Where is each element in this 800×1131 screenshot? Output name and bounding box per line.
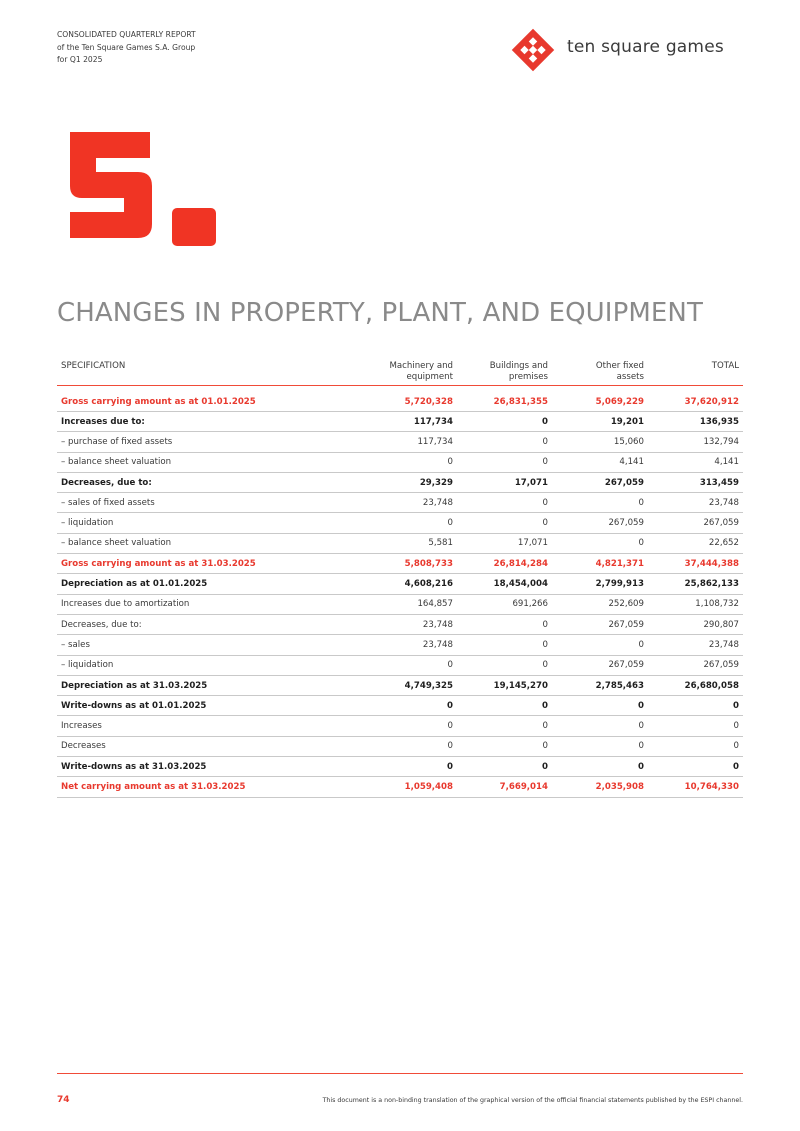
cell-value: 25,862,133 bbox=[648, 574, 743, 594]
table-row bbox=[57, 513, 743, 533]
cell-value: 290,807 bbox=[648, 614, 743, 634]
company-logo bbox=[511, 28, 751, 72]
cell-value: 2,799,913 bbox=[552, 574, 648, 594]
table-row bbox=[57, 594, 743, 614]
cell-value: 0 bbox=[648, 757, 743, 777]
cell-value: 0 bbox=[357, 696, 457, 716]
cell-value: 0 bbox=[457, 493, 552, 513]
header-buildings: Buildings and premises bbox=[489, 361, 548, 382]
cell-value: 0 bbox=[552, 757, 648, 777]
cell-value: 1,059,408 bbox=[357, 777, 457, 797]
cell-value: 136,935 bbox=[648, 412, 743, 432]
cell-value: 0 bbox=[648, 736, 743, 756]
cell-value: 267,059 bbox=[552, 614, 648, 634]
table-row bbox=[57, 736, 743, 756]
cell-value: 5,581 bbox=[357, 533, 457, 553]
cell-value: 313,459 bbox=[648, 472, 743, 492]
cell-value: 29,329 bbox=[357, 472, 457, 492]
cell-value: 267,059 bbox=[552, 655, 648, 675]
cell-value: 132,794 bbox=[648, 432, 743, 452]
cell-value: 0 bbox=[457, 432, 552, 452]
row-label: Gross carrying amount as at 01.01.2025 bbox=[57, 386, 357, 412]
cell-value: 0 bbox=[457, 655, 552, 675]
cell-value: 4,141 bbox=[552, 452, 648, 472]
header-total: TOTAL bbox=[711, 361, 739, 371]
cell-value: 10,764,330 bbox=[648, 777, 743, 797]
cell-value: 5,069,229 bbox=[552, 386, 648, 412]
cell-value: 0 bbox=[552, 736, 648, 756]
cell-value: 267,059 bbox=[648, 655, 743, 675]
cell-value: 0 bbox=[457, 696, 552, 716]
row-label: – balance sheet valuation bbox=[57, 452, 357, 472]
header-line-1: CONSOLIDATED QUARTERLY REPORT bbox=[57, 30, 196, 39]
cell-value: 252,609 bbox=[552, 594, 648, 614]
table-row bbox=[57, 716, 743, 736]
table-row bbox=[57, 493, 743, 513]
cell-value: 0 bbox=[457, 716, 552, 736]
header-other-fixed: Other fixed assets bbox=[595, 361, 644, 382]
row-label: Net carrying amount as at 31.03.2025 bbox=[57, 777, 357, 797]
cell-value: 0 bbox=[648, 696, 743, 716]
cell-value: 0 bbox=[357, 452, 457, 472]
row-label: Increases due to amortization bbox=[57, 594, 357, 614]
header-line-2: of the Ten Square Games S.A. Group bbox=[57, 42, 196, 52]
cell-value: 0 bbox=[552, 533, 648, 553]
section-number bbox=[60, 120, 220, 254]
row-label: – sales bbox=[57, 635, 357, 655]
cell-value: 19,201 bbox=[552, 412, 648, 432]
cell-value: 26,814,284 bbox=[457, 554, 552, 574]
table-row bbox=[57, 777, 743, 797]
cell-value: 0 bbox=[552, 635, 648, 655]
cell-value: 691,266 bbox=[457, 594, 552, 614]
section-number-text: 5. bbox=[60, 120, 61, 121]
cell-value: 0 bbox=[457, 452, 552, 472]
cell-value: 267,059 bbox=[552, 472, 648, 492]
table-header-row bbox=[57, 357, 743, 386]
cell-value: 2,785,463 bbox=[552, 675, 648, 695]
cell-value: 15,060 bbox=[552, 432, 648, 452]
ppe-table bbox=[57, 357, 743, 798]
row-label: Write-downs as at 31.03.2025 bbox=[57, 757, 357, 777]
cell-value: 0 bbox=[357, 716, 457, 736]
cell-value: 17,071 bbox=[457, 533, 552, 553]
row-label: Gross carrying amount as at 31.03.2025 bbox=[57, 554, 357, 574]
cell-value: 37,444,388 bbox=[648, 554, 743, 574]
cell-value: 267,059 bbox=[552, 513, 648, 533]
table-row bbox=[57, 655, 743, 675]
cell-value: 0 bbox=[457, 513, 552, 533]
cell-value: 0 bbox=[648, 716, 743, 736]
row-label: Decreases, due to: bbox=[57, 614, 357, 634]
cell-value: 0 bbox=[457, 614, 552, 634]
row-label: – liquidation bbox=[57, 513, 357, 533]
cell-value: 117,734 bbox=[357, 412, 457, 432]
cell-value: 4,608,216 bbox=[357, 574, 457, 594]
footer-note: This document is a non-binding translation of the graphical version of the official financial statements published by the ESPI channel. bbox=[322, 1097, 743, 1104]
cell-value: 0 bbox=[552, 716, 648, 736]
row-label: Decreases, due to: bbox=[57, 472, 357, 492]
cell-value: 0 bbox=[357, 513, 457, 533]
cell-value: 19,145,270 bbox=[457, 675, 552, 695]
cell-value: 17,071 bbox=[457, 472, 552, 492]
cell-value: 0 bbox=[552, 493, 648, 513]
table-row bbox=[57, 452, 743, 472]
cell-value: 4,821,371 bbox=[552, 554, 648, 574]
cell-value: 0 bbox=[457, 736, 552, 756]
row-label: – purchase of fixed assets bbox=[57, 432, 357, 452]
cell-value: 117,734 bbox=[357, 432, 457, 452]
cell-value: 37,620,912 bbox=[648, 386, 743, 412]
cell-value: 4,749,325 bbox=[357, 675, 457, 695]
cell-value: 22,652 bbox=[648, 533, 743, 553]
table-row bbox=[57, 696, 743, 716]
cell-value: 7,669,014 bbox=[457, 777, 552, 797]
logo-text: ten square games bbox=[567, 37, 724, 57]
cell-value: 5,808,733 bbox=[357, 554, 457, 574]
cell-value: 0 bbox=[357, 757, 457, 777]
cell-value: 18,454,004 bbox=[457, 574, 552, 594]
cell-value: 26,831,355 bbox=[457, 386, 552, 412]
cell-value: 4,141 bbox=[648, 452, 743, 472]
cell-value: 23,748 bbox=[648, 493, 743, 513]
row-label: – sales of fixed assets bbox=[57, 493, 357, 513]
table-row bbox=[57, 635, 743, 655]
cell-value: 23,748 bbox=[648, 635, 743, 655]
cell-value: 267,059 bbox=[648, 513, 743, 533]
page-number: 74 bbox=[57, 1095, 70, 1105]
cell-value: 2,035,908 bbox=[552, 777, 648, 797]
header-machinery: Machinery and equipment bbox=[389, 361, 453, 382]
row-label: Write-downs as at 01.01.2025 bbox=[57, 696, 357, 716]
row-label: – liquidation bbox=[57, 655, 357, 675]
row-label: Depreciation as at 01.01.2025 bbox=[57, 574, 357, 594]
cell-value: 23,748 bbox=[357, 614, 457, 634]
header-specification: SPECIFICATION bbox=[61, 361, 126, 371]
cell-value: 164,857 bbox=[357, 594, 457, 614]
cell-value: 1,108,732 bbox=[648, 594, 743, 614]
row-label: Decreases bbox=[57, 736, 357, 756]
row-label: Increases bbox=[57, 716, 357, 736]
cell-value: 0 bbox=[457, 635, 552, 655]
cell-value: 0 bbox=[357, 655, 457, 675]
row-label: – balance sheet valuation bbox=[57, 533, 357, 553]
cell-value: 0 bbox=[357, 736, 457, 756]
page-title: CHANGES IN PROPERTY, PLANT, AND EQUIPMENT bbox=[57, 298, 703, 328]
table-row bbox=[57, 386, 743, 412]
report-header bbox=[57, 29, 196, 67]
table-row bbox=[57, 432, 743, 452]
table-row bbox=[57, 554, 743, 574]
cell-value: 5,720,328 bbox=[357, 386, 457, 412]
cell-value: 0 bbox=[457, 412, 552, 432]
cell-value: 23,748 bbox=[357, 493, 457, 513]
table-row bbox=[57, 675, 743, 695]
cell-value: 23,748 bbox=[357, 635, 457, 655]
section-number-graphic bbox=[60, 120, 220, 250]
row-label: Depreciation as at 31.03.2025 bbox=[57, 675, 357, 695]
table-row bbox=[57, 412, 743, 432]
diamond-checker-logo-icon bbox=[511, 28, 555, 72]
table-row bbox=[57, 472, 743, 492]
cell-value: 0 bbox=[552, 696, 648, 716]
row-label: Increases due to: bbox=[57, 412, 357, 432]
table-row bbox=[57, 574, 743, 594]
header-line-3: for Q1 2025 bbox=[57, 55, 103, 64]
cell-value: 0 bbox=[457, 757, 552, 777]
table-row bbox=[57, 757, 743, 777]
table-row bbox=[57, 614, 743, 634]
footer-divider bbox=[57, 1073, 743, 1074]
table-row bbox=[57, 533, 743, 553]
cell-value: 26,680,058 bbox=[648, 675, 743, 695]
